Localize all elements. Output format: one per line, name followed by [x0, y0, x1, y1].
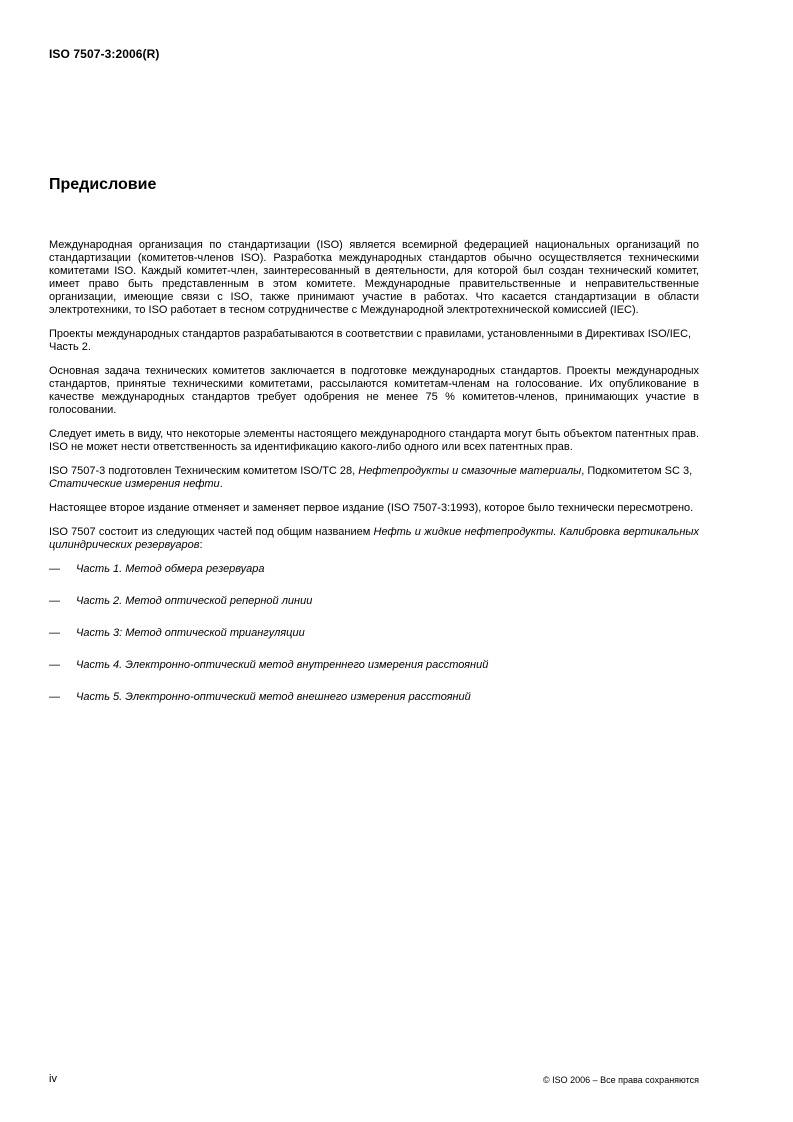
- foreword-body: [49, 239, 699, 723]
- parts-intro-end: :: [199, 539, 203, 551]
- part-title: Часть 3: Метод оптической триангуляции: [76, 627, 305, 639]
- list-dash: —: [49, 691, 60, 703]
- paragraph-patent-rights: Следует иметь в виду, что некоторые элементы настоящего международного стандарта могут быть объектом патентных прав. ISO не может нести ответственность за идентификацию какого-либо одного или всех патентных прав.: [49, 428, 699, 453]
- paragraph-iso-overview: Международная организация по стандартизации (ISO) является всемирной федерацией национальных организаций по стандартизации (комитетов-членов ISO). Разработка международных стандартов обычно осуществляется техническими комитетами ISO. Каждый комитет-член, заинтересованный в деятельности, для которой был создан технический комитет, имеет право быть представленным в этом комитете. Международные правительственные и неправительственные организации, имеющие связи с ISO, также принимают участие в работах. Что касается стандартизации в области электротехники, то ISO работает в тесном сотрудничестве с Международной электротехнической комиссией (IEC).: [49, 239, 699, 316]
- subcommittee-title: Статические измерения нефти: [49, 478, 220, 490]
- part-title: Часть 1. Метод обмера резервуара: [76, 563, 265, 575]
- list-dash: —: [49, 563, 60, 575]
- part-title: Часть 4. Электронно-оптический метод внутреннего измерения расстояний: [76, 659, 489, 671]
- list-dash: —: [49, 595, 60, 607]
- copyright-notice: © ISO 2006 – Все права сохраняются: [542, 1075, 699, 1085]
- paragraph-edition: Настоящее второе издание отменяет и заменяет первое издание (ISO 7507-3:1993), которое было технически пересмотрено.: [49, 502, 694, 514]
- part-title: Часть 5. Электронно-оптический метод внешнего измерения расстояний: [76, 691, 471, 703]
- paragraph-directives: Проекты международных стандартов разрабатываются в соответствии с правилами, установленными в Директивах ISO/IEC, Часть 2.: [49, 328, 692, 353]
- list-item: [49, 563, 699, 595]
- committee-title: Нефтепродукты и смазочные материалы: [358, 465, 582, 477]
- parts-list: [49, 563, 699, 723]
- paragraph-committee-task: Основная задача технических комитетов заключается в подготовке международных стандартов. Проекты международных стандартов, принятые техническими комитетами, рассылаются комитетам-членам на голосование. Их опубликование в качестве международных стандартов требует одобрения не менее 75 % комитетов-членов, принимающих участие в голосовании.: [49, 365, 699, 416]
- page-number: iv: [49, 1073, 57, 1085]
- document-id: ISO 7507-3:2006(R): [49, 47, 160, 61]
- list-dash: —: [49, 627, 60, 639]
- general-title: Нефть и жидкие нефтепродукты. Калибровка вертикальных цилиндрических резервуаров: [49, 526, 699, 551]
- list-item: [49, 659, 699, 691]
- prepared-by-mid: , Подкомитетом SC 3,: [581, 465, 693, 477]
- list-item: [49, 691, 699, 723]
- list-dash: —: [49, 659, 60, 671]
- paragraph-parts-intro: [49, 526, 699, 552]
- section-title: Предисловие: [49, 176, 157, 193]
- paragraph-prepared-by: [49, 465, 699, 491]
- prepared-by-end: .: [219, 478, 223, 490]
- parts-intro-lead: ISO 7507 состоит из следующих частей под общим названием: [49, 526, 374, 538]
- list-item: [49, 627, 699, 659]
- prepared-by-lead: ISO 7507-3 подготовлен Техническим комитетом ISO/TC 28,: [49, 465, 359, 477]
- part-title: Часть 2. Метод оптической реперной линии: [76, 595, 313, 607]
- list-item: [49, 595, 699, 627]
